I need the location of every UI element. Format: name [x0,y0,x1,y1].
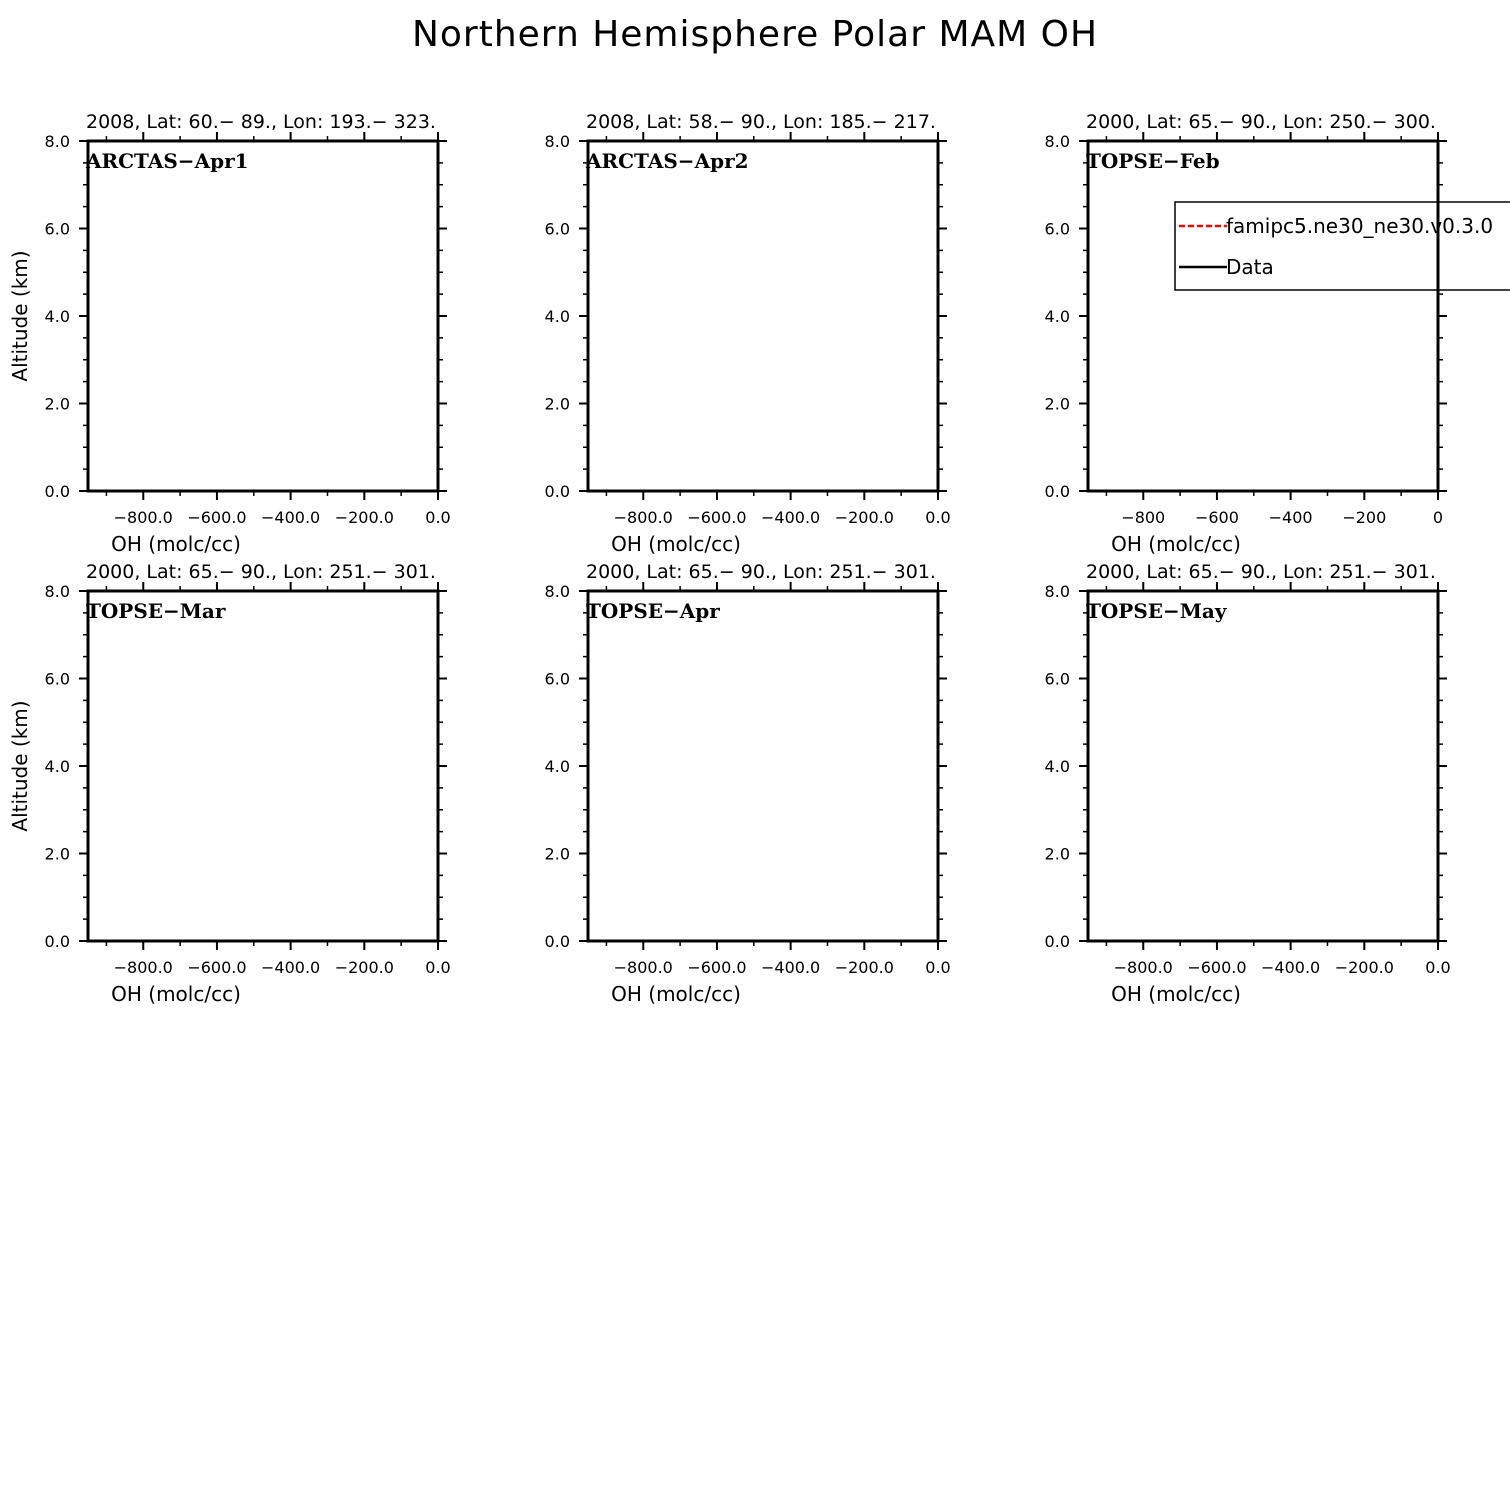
campaign-label: TOPSE−Mar [86,599,226,623]
x-tick-label: −800.0 [613,508,673,527]
x-tick-label: −600.0 [687,958,747,977]
x-tick-label: −200.0 [334,508,394,527]
y-tick-label: 0.0 [544,482,570,501]
y-tick-label: 0.0 [44,482,70,501]
campaign-label: TOPSE−May [1086,599,1227,623]
y-axis-label: Altitude (km) [8,250,32,382]
plot-frame [88,141,438,491]
plot-frame [588,141,938,491]
x-axis-label: OH (molc/cc) [1111,982,1241,1006]
chart-panel-4 [8,561,451,1006]
x-tick-label: 0 [1432,508,1444,527]
x-tick-label: −600.0 [187,508,247,527]
legend [1175,202,1510,290]
y-tick-label: 4.0 [44,307,70,326]
y-tick-label: 6.0 [544,669,570,689]
y-tick-label: 2.0 [44,394,70,414]
x-tick-label: −200 [1342,508,1387,527]
x-axis-label: OH (molc/cc) [111,982,241,1006]
y-tick-label: 0.0 [1044,482,1070,501]
plot-frame [88,591,438,941]
figure-title: Northern Hemisphere Polar MAM OH [411,14,1099,55]
y-axis-label: Altitude (km) [8,700,32,832]
y-tick-label: 6.0 [544,219,570,239]
panel-title: 2008, Lat: 58.− 90., Lon: 185.− 217. [586,111,936,133]
y-tick-label: 6.0 [44,669,70,689]
y-tick-label: 8.0 [44,582,70,601]
campaign-label: ARCTAS−Apr1 [86,149,249,173]
x-axis-label: OH (molc/cc) [611,982,741,1006]
x-tick-label: −600 [1194,508,1239,527]
x-tick-label: 0.0 [925,958,951,977]
panel-title: 2000, Lat: 65.− 90., Lon: 251.− 301. [1086,561,1436,583]
x-tick-label: −400.0 [1261,958,1321,977]
x-tick-label: 0.0 [1425,958,1451,977]
y-tick-label: 8.0 [1044,582,1070,601]
campaign-label: TOPSE−Apr [586,599,720,623]
y-tick-label: 0.0 [44,932,70,951]
y-tick-label: 2.0 [544,394,570,414]
campaign-label: ARCTAS−Apr2 [586,149,749,173]
x-tick-label: −800.0 [113,958,173,977]
y-tick-label: 6.0 [1044,669,1070,689]
chart-panel-1 [8,111,451,556]
x-tick-label: −400.0 [761,508,821,527]
y-tick-label: 2.0 [544,844,570,864]
y-tick-label: 4.0 [1044,757,1070,776]
y-tick-label: 6.0 [44,219,70,239]
x-axis-label: OH (molc/cc) [1111,532,1241,556]
x-tick-label: 0.0 [925,508,951,527]
x-tick-label: −600.0 [187,958,247,977]
x-axis-label: OH (molc/cc) [611,532,741,556]
y-tick-label: 2.0 [1044,844,1070,864]
y-tick-label: 4.0 [1044,307,1070,326]
panel-title: 2008, Lat: 60.− 89., Lon: 193.− 323. [86,111,436,133]
panel-title: 2000, Lat: 65.− 90., Lon: 251.− 301. [86,561,436,583]
x-tick-label: −600.0 [687,508,747,527]
y-tick-label: 4.0 [44,757,70,776]
x-tick-label: 0.0 [425,958,451,977]
x-tick-label: −200.0 [834,958,894,977]
x-tick-label: −200.0 [334,958,394,977]
x-tick-label: −800 [1121,508,1166,527]
chart-panel-6 [1045,561,1451,1006]
chart-panel-2 [545,111,951,556]
y-tick-label: 4.0 [544,757,570,776]
plot-frame [588,591,938,941]
y-tick-label: 2.0 [1044,394,1070,414]
x-tick-label: −400.0 [261,958,321,977]
y-tick-label: 8.0 [544,582,570,601]
legend-label: Data [1226,255,1274,279]
y-tick-label: 4.0 [544,307,570,326]
plot-frame [1088,591,1438,941]
x-tick-label: −400.0 [261,508,321,527]
x-axis-label: OH (molc/cc) [111,532,241,556]
plot-frame [1088,141,1438,491]
x-tick-label: −200.0 [1334,958,1394,977]
x-tick-label: −200.0 [834,508,894,527]
y-tick-label: 0.0 [544,932,570,951]
campaign-label: TOPSE−Feb [1086,149,1220,173]
x-tick-label: 0.0 [425,508,451,527]
x-tick-label: −800.0 [613,958,673,977]
chart-panel-3 [1045,111,1447,556]
x-tick-label: −400 [1268,508,1313,527]
y-tick-label: 8.0 [44,132,70,151]
y-tick-label: 6.0 [1044,219,1070,239]
x-tick-label: −400.0 [761,958,821,977]
chart-panel-5 [545,561,951,1006]
y-tick-label: 0.0 [1044,932,1070,951]
x-tick-label: −600.0 [1187,958,1247,977]
panel-title: 2000, Lat: 65.− 90., Lon: 250.− 300. [1086,111,1436,133]
x-tick-label: −800.0 [113,508,173,527]
y-tick-label: 8.0 [544,132,570,151]
y-tick-label: 2.0 [44,844,70,864]
y-tick-label: 8.0 [1044,132,1070,151]
x-tick-label: −800.0 [1113,958,1173,977]
panel-title: 2000, Lat: 65.− 90., Lon: 251.− 301. [586,561,936,583]
legend-label: famipc5.ne30_ne30.v0.3.0 [1226,214,1494,238]
